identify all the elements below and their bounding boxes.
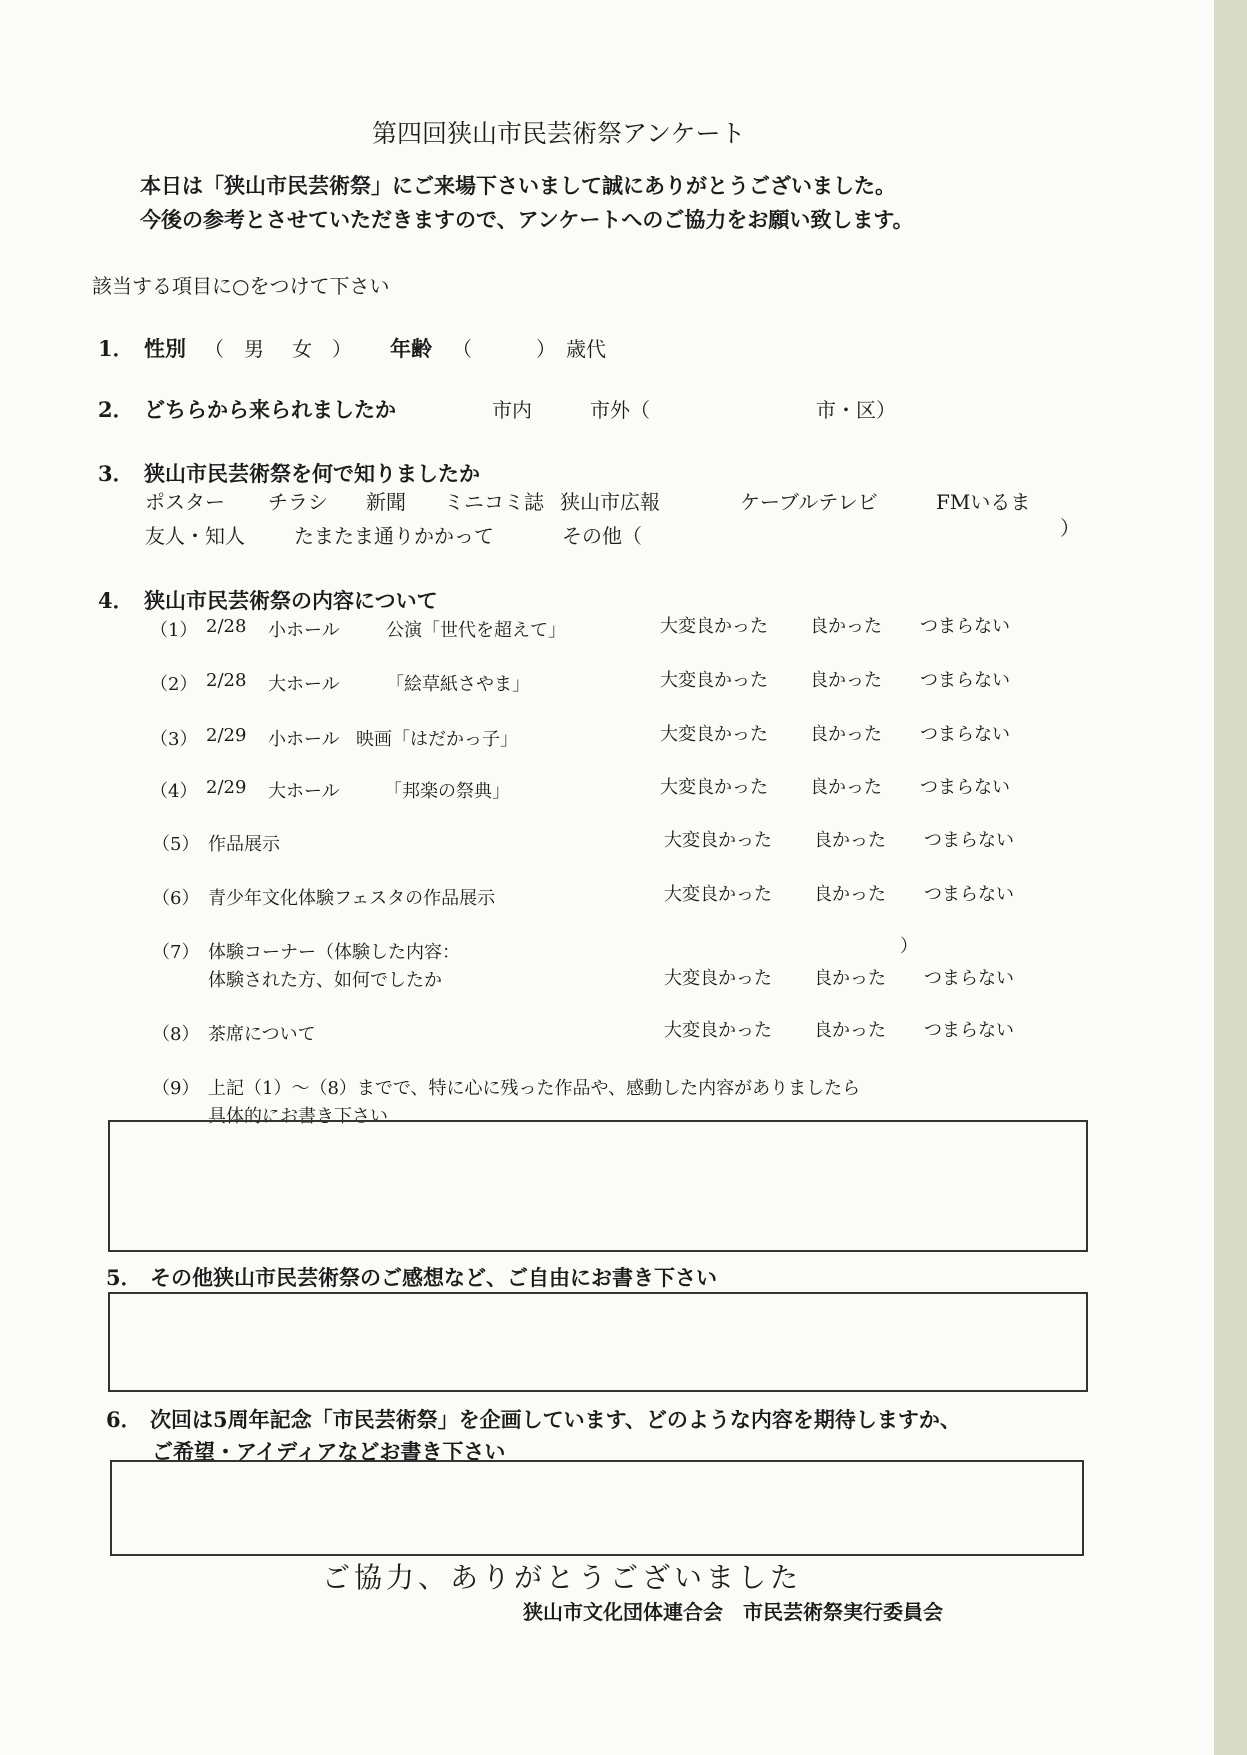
rating-very-good[interactable]: 大変良かった xyxy=(660,724,768,745)
rating-boring[interactable]: つまらない xyxy=(920,616,1010,637)
q1-age-paren-close: ） xyxy=(536,337,556,361)
instruction-text: 該当する項目に○をつけて下さい xyxy=(92,274,390,298)
rating-good[interactable]: 良かった xyxy=(810,724,882,745)
q5-label: その他狭山市民芸術祭のご感想など、ご自由にお書き下さい xyxy=(150,1265,717,1290)
q4-item-hall: 大ホール xyxy=(268,674,340,695)
q1-sex-paren-close: ） xyxy=(332,337,352,361)
q3-option-flyer[interactable]: チラシ xyxy=(268,490,328,514)
q4-item-number: （1） xyxy=(150,620,198,641)
q4-item-ratings xyxy=(664,880,1014,906)
rating-good[interactable]: 良かった xyxy=(814,884,886,905)
q2-outside-option[interactable]: 市外（ xyxy=(590,398,650,422)
q4-label: 狭山市民芸術祭の内容について xyxy=(144,588,438,613)
q4-item7-line1: 体験コーナー（体験した内容： xyxy=(208,942,460,963)
q4-item7-line2: 体験された方、如何でしたか xyxy=(208,970,442,991)
q3-option-minicomi[interactable]: ミニコミ誌 xyxy=(444,490,544,514)
thanks-message: ご協力、ありがとうございました xyxy=(322,1561,803,1594)
q4-item-name: 「邦楽の祭典」 xyxy=(384,781,510,802)
q4-item-ratings xyxy=(660,612,1010,638)
q4-item-hall: 大ホール xyxy=(268,781,340,802)
intro-line-1: 本日は「狭山市民芸術祭」にご来場下さいまして誠にありがとうございました。 xyxy=(140,173,896,198)
q6-answer-box[interactable] xyxy=(110,1460,1084,1556)
q2-number: 2． xyxy=(98,397,134,422)
rating-very-good[interactable]: 大変良かった xyxy=(664,968,772,989)
q4-item-hall: 小ホール xyxy=(268,729,340,750)
rating-very-good[interactable]: 大変良かった xyxy=(660,670,768,691)
q4-item-name: 作品展示 xyxy=(208,834,280,855)
q2-inside-option[interactable]: 市内 xyxy=(492,398,532,422)
q4-item-number: （8） xyxy=(152,1024,200,1045)
q4-number: 4． xyxy=(98,588,134,613)
q1-age-suffix: 歳代 xyxy=(566,337,606,361)
q3-option-other[interactable]: その他（ xyxy=(562,524,642,548)
q4-item-date: 2/29 xyxy=(206,777,247,798)
q4-item-ratings xyxy=(664,826,1014,852)
q4-item-date: 2/29 xyxy=(206,725,247,746)
q1-age-paren-open: （ xyxy=(452,337,472,361)
q1-sex-label: 性別 xyxy=(144,336,186,361)
q3-option-passing-by[interactable]: たまたま通りかかって xyxy=(294,524,494,548)
q5-answer-box[interactable] xyxy=(108,1292,1088,1392)
q2-label: どちらから来られましたか xyxy=(144,397,396,422)
q6-number: 6． xyxy=(106,1407,142,1432)
q3-option-cable-tv[interactable]: ケーブルテレビ xyxy=(740,490,878,514)
q4-item-ratings xyxy=(660,773,1010,799)
q4-item-ratings xyxy=(660,666,1010,692)
survey-title: 第四回狭山市民芸術祭アンケート xyxy=(372,119,746,148)
q3-option-newspaper[interactable]: 新聞 xyxy=(366,490,406,514)
q4-item-ratings xyxy=(664,964,1014,990)
q3-option-poster[interactable]: ポスター xyxy=(145,490,225,514)
rating-boring[interactable]: つまらない xyxy=(924,968,1014,989)
rating-very-good[interactable]: 大変良かった xyxy=(664,884,772,905)
q4-item-number: （3） xyxy=(150,729,198,750)
q1-female-option[interactable]: 女 xyxy=(292,337,312,361)
rating-good[interactable]: 良かった xyxy=(810,616,882,637)
rating-very-good[interactable]: 大変良かった xyxy=(660,777,768,798)
q3-number: 3． xyxy=(98,461,134,486)
q4-item-ratings xyxy=(664,1016,1014,1042)
q3-option-city-pr[interactable]: 狭山市広報 xyxy=(560,490,660,514)
q4-item9-line1: 上記（1）～（8）までで、特に心に残った作品や、感動した内容がありましたら xyxy=(208,1078,861,1099)
q4-item-name: 青少年文化体験フェスタの作品展示 xyxy=(208,888,496,909)
q4-item8-name: 茶席について xyxy=(208,1024,316,1045)
organizer-name: 狭山市文化団体連合会 市民芸術祭実行委員会 xyxy=(523,1600,943,1624)
q3-other-paren-close: ） xyxy=(1060,516,1080,540)
q4-item-number: （7） xyxy=(152,942,200,963)
q3-option-fm-iruma[interactable]: FMいるま xyxy=(936,490,1031,514)
q3-label: 狭山市民芸術祭を何で知りましたか xyxy=(144,461,480,486)
q1-sex-paren-open: （ xyxy=(204,337,224,361)
rating-boring[interactable]: つまらない xyxy=(924,1020,1014,1041)
intro-line-2: 今後の参考とさせていただきますので、アンケートへのご協力をお願い致します。 xyxy=(140,207,914,232)
rating-good[interactable]: 良かった xyxy=(814,1020,886,1041)
q4-item-name: 「絵草紙さやま」 xyxy=(386,674,530,695)
q4-item9-number: （9） xyxy=(152,1078,200,1099)
rating-boring[interactable]: つまらない xyxy=(920,724,1010,745)
q4-item-hall: 小ホール xyxy=(268,620,340,641)
rating-boring[interactable]: つまらない xyxy=(920,670,1010,691)
q4-item-number: （5） xyxy=(152,834,200,855)
rating-good[interactable]: 良かった xyxy=(814,830,886,851)
q1-number: 1． xyxy=(98,336,134,361)
rating-boring[interactable]: つまらない xyxy=(924,884,1014,905)
q4-item-date: 2/28 xyxy=(206,670,247,691)
q4-item-name: 映画「はだかっ子」 xyxy=(356,729,518,750)
rating-boring[interactable]: つまらない xyxy=(920,777,1010,798)
rating-good[interactable]: 良かった xyxy=(814,968,886,989)
q4-item-number: （2） xyxy=(150,674,198,695)
rating-very-good[interactable]: 大変良かった xyxy=(660,616,768,637)
rating-boring[interactable]: つまらない xyxy=(924,830,1014,851)
q1-male-option[interactable]: 男 xyxy=(244,337,264,361)
q4-item-ratings xyxy=(660,720,1010,746)
rating-very-good[interactable]: 大変良かった xyxy=(664,830,772,851)
q4-item-number: （4） xyxy=(150,781,198,802)
rating-good[interactable]: 良かった xyxy=(810,777,882,798)
q1-age-label: 年齢 xyxy=(390,336,432,361)
q4-item-number: （6） xyxy=(152,888,200,909)
rating-good[interactable]: 良かった xyxy=(810,670,882,691)
q4-item7-paren-close: ） xyxy=(900,936,918,957)
q4-item-name: 公演「世代を超えて」 xyxy=(386,620,566,641)
q4-item9-line2: 具体的にお書き下さい xyxy=(208,1106,388,1127)
q4-item9-answer-box[interactable] xyxy=(108,1120,1088,1252)
q5-number: 5． xyxy=(106,1265,142,1290)
rating-very-good[interactable]: 大変良かった xyxy=(664,1020,772,1041)
q6-line2: ご希望・アイディアなどお書き下さい xyxy=(152,1439,506,1464)
scan-edge xyxy=(1214,0,1247,1755)
q3-option-friend[interactable]: 友人・知人 xyxy=(145,524,245,548)
q6-line1: 次回は5周年記念「市民芸術祭」を企画しています、どのような内容を期待しますか、 xyxy=(150,1407,961,1432)
q2-city-ward: 市・区） xyxy=(816,398,896,422)
q4-item-date: 2/28 xyxy=(206,616,247,637)
